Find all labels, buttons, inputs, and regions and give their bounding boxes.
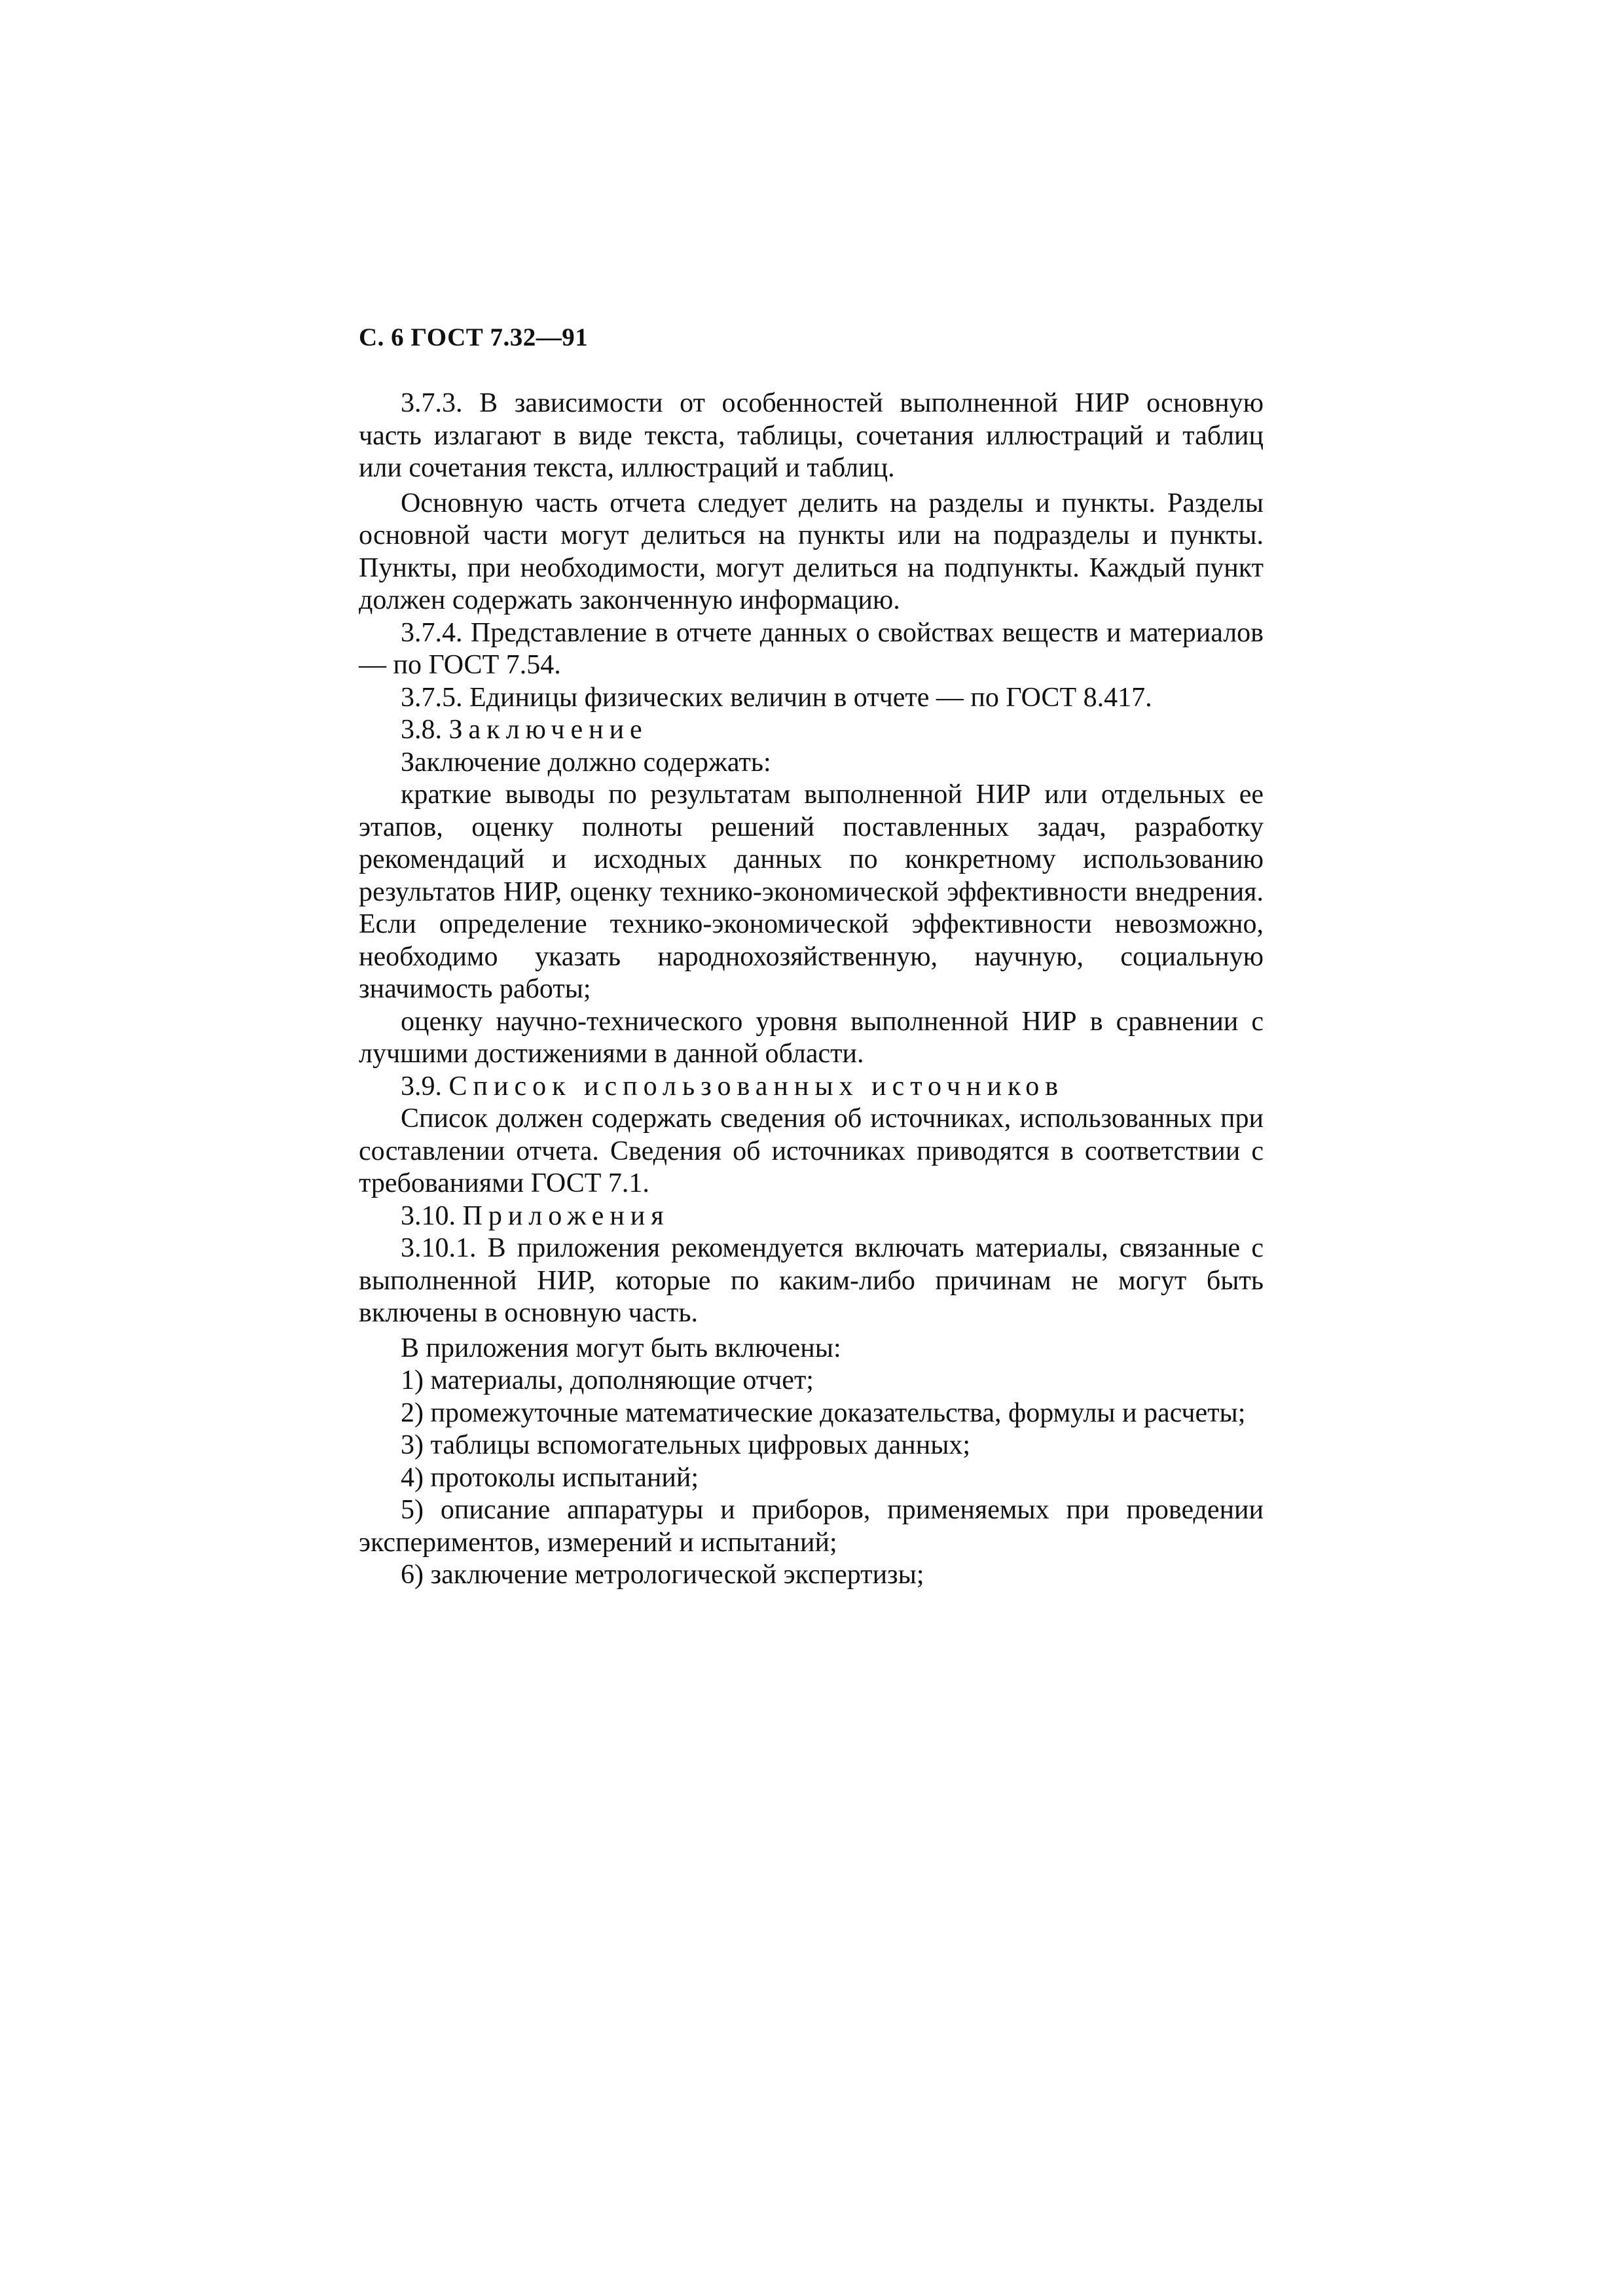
paragraph-conclusion-assessment: оценку научно-технического уровня выполненной НИР в сравнении с лучшими достижениями в данной области. [359, 1006, 1264, 1069]
paragraph-3-10-1: 3.10.1. В приложения рекомендуется включать материалы, связанные с выполненной НИР, которые по каким-либо причинам не могут быть включены в основную часть. [359, 1233, 1264, 1328]
section-title: Список использованных источников [448, 1071, 1065, 1102]
document-page [359, 322, 1264, 1592]
section-heading-3-10 [359, 1200, 1264, 1233]
paragraph-3-7-3: 3.7.3. В зависимости от особенностей выполненной НИР основную часть излагают в виде текста, таблицы, сочетания иллюстраций и таблиц или сочетания текста, иллюстраций и таблиц. [359, 388, 1264, 483]
section-heading-3-9 [359, 1071, 1264, 1103]
paragraph-3-7-4: 3.7.4. Представление в отчете данных о свойствах веществ и материалов — по ГОСТ 7.54. [359, 617, 1264, 680]
list-item-5: 5) описание аппаратуры и приборов, применяемых при проведении экспериментов, измерений и испытаний; [359, 1495, 1264, 1558]
list-item-3: 3) таблицы вспомогательных цифровых данных; [401, 1430, 971, 1460]
list-item-2: 2) промежуточные математические доказательства, формулы и расчеты; [401, 1397, 1246, 1428]
section-title: Приложения [462, 1200, 670, 1231]
section-number: 3.9. [401, 1071, 442, 1102]
paragraph-appendix-list-intro: В приложения могут быть включены: [401, 1333, 841, 1363]
section-heading-3-8 [359, 714, 1264, 747]
list-item-1: 1) материалы, дополняющие отчет; [401, 1365, 814, 1395]
paragraph-main-part-division: Основную часть отчета следует делить на разделы и пункты. Разделы основной части могут делиться на пункты или на подразделы и пункты. Пункты, при необходимости, могут делиться на подпункты. Каждый пункт должен содержать законченную информацию. [359, 488, 1264, 615]
list-item-6: 6) заключение метрологической экспертизы; [401, 1560, 924, 1590]
section-number: 3.10. [401, 1200, 456, 1231]
running-header: С. 6 ГОСТ 7.32—91 [359, 323, 589, 351]
list-item-4: 4) протоколы испытаний; [401, 1462, 699, 1493]
section-number: 3.8. [401, 715, 442, 745]
document-body [359, 387, 1264, 1592]
paragraph-sources: Список должен содержать сведения об источниках, использованных при составлении отчета. Сведения об источниках приводятся в соответствии с требованиями ГОСТ 7.1. [359, 1103, 1264, 1198]
paragraph-conclusion-findings: краткие выводы по результатам выполненной НИР или отдельных ее этапов, оценку полноты решений поставленных задач, разработку рекомендаций и исходных данных по конкретному использованию результатов НИР, оценку технико-экономической эффективности внедрения. Если определение технико-экономической эффективности невозможно, необходимо указать народнохозяйственную, научную, социальную значимость работы; [359, 780, 1264, 1004]
paragraph-conclusion-intro: Заключение должно содержать: [401, 747, 771, 778]
paragraph-3-7-5: 3.7.5. Единицы физических величин в отчете — по ГОСТ 8.417. [401, 682, 1152, 713]
section-title: Заключение [448, 715, 648, 745]
